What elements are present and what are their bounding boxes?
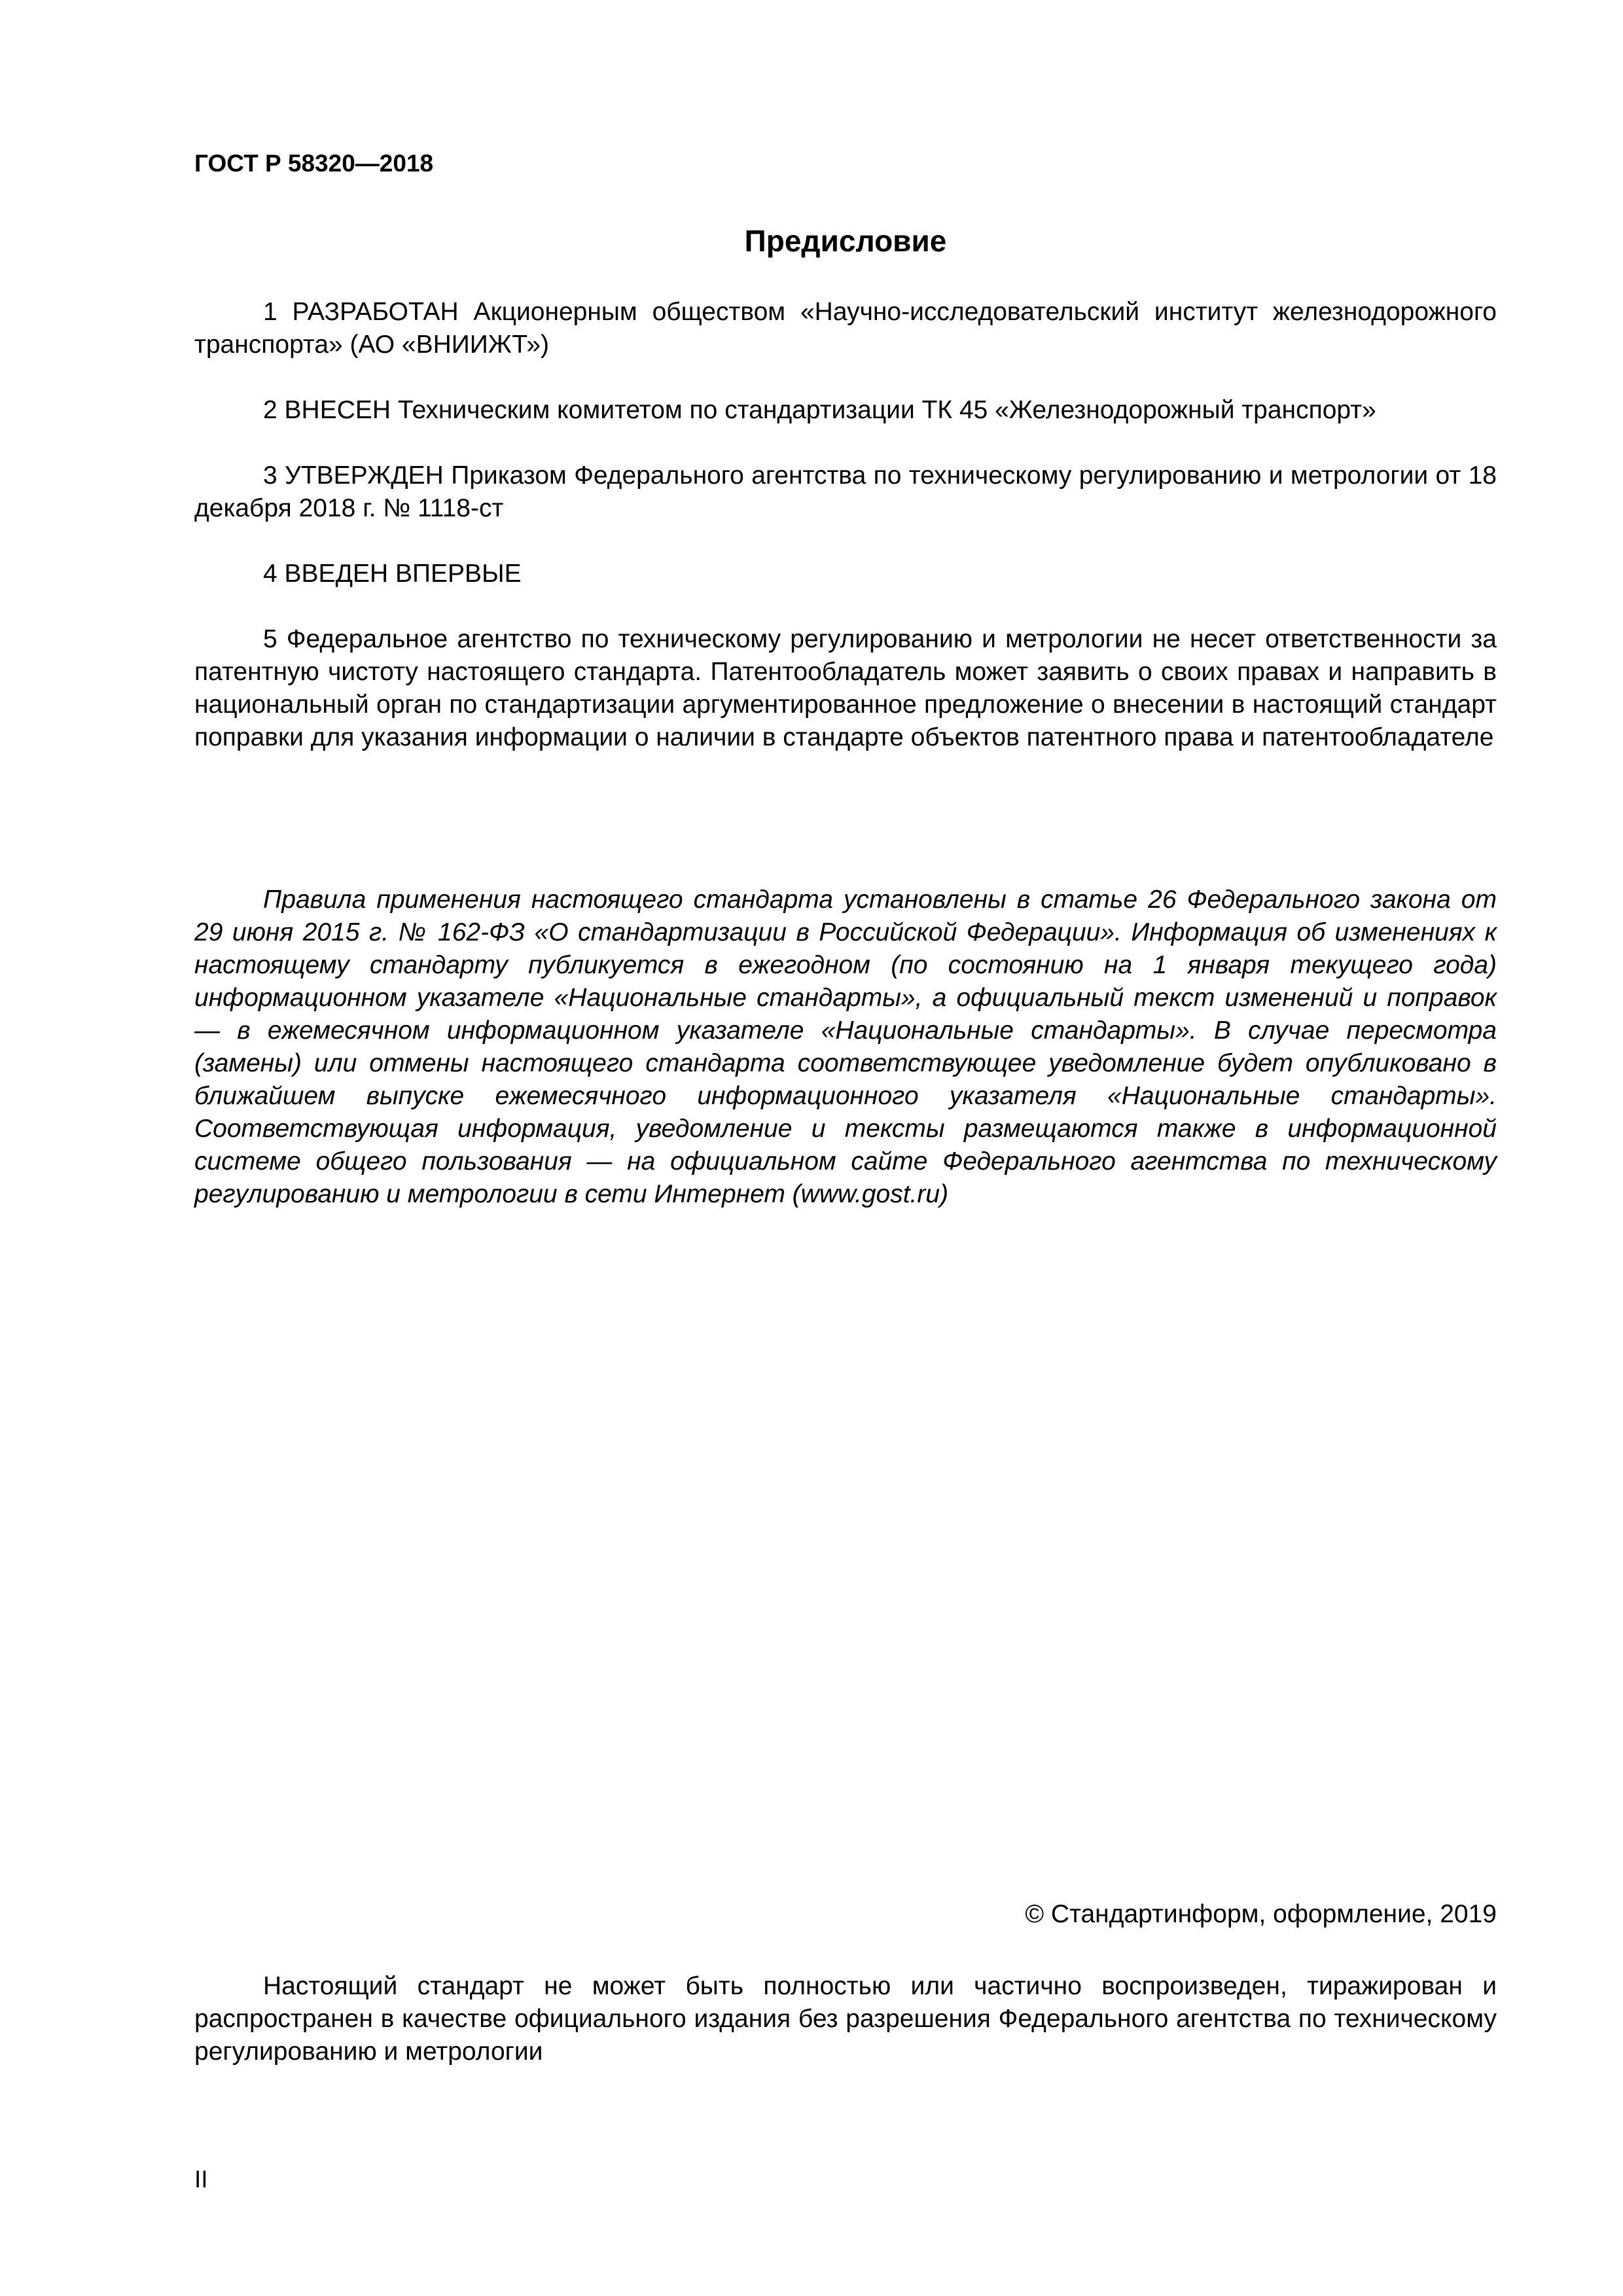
foreword-item-1: 1 РАЗРАБОТАН Акционерным обществом «Научно-исследовательский институт железнодорожного транспорта» (АО «ВНИИЖТ») xyxy=(194,298,1497,359)
copyright-line: © Стандартинформ, оформление, 2019 xyxy=(1025,1900,1497,1928)
foreword-item-5: 5 Федеральное агентство по техническому регулированию и метрологии не несет ответственности за патентную чистоту настоящего стандарта. Патентообладатель может заявить о своих правах и направить в национальный орган по стандартизации аргументированное предложение о внесении в настоящий стандарт поправки для указания информации о наличии в стандарте объектов патентного права и патентообладателе xyxy=(194,625,1497,751)
foreword-item-4: 4 ВВЕДЕН ВПЕРВЫЕ xyxy=(263,560,522,588)
foreword-item-2: 2 ВНЕСЕН Техническим комитетом по стандартизации ТК 45 «Железнодорожный транспорт» xyxy=(263,396,1376,424)
page-number: II xyxy=(194,2166,208,2193)
page-title: Предисловие xyxy=(744,224,947,258)
document-code-header: ГОСТ Р 58320—2018 xyxy=(194,150,434,177)
rules-notice: Правила применения настоящего стандарта установлены в статье 26 Федерального закона от 29 июня 2015 г. № 162-ФЗ «О стандартизации в Российской Федерации». Информация об изменениях к настоящему стандарту публикуется в ежегодном (по состоянию на 1 января текущего года) информационном указателе «Национальные стандарты», а официальный текст изменений и поправок — в ежемесячном информационном указателе «Национальные стандарты». В случае пересмотра (замены) или отмены настоящего стандарта соответствующее уведомление будет опубликовано в ближайшем выпуске ежемесячного информационного указателя «Национальные стандарты». Соответствующая информация, уведомление и тексты размещаются также в информационной системе общего пользования — на официальном сайте Федерального агентства по техническому регулированию и метрологии в сети Интернет (www.gost.ru) xyxy=(194,886,1497,1208)
foreword-item-3: 3 УТВЕРЖДЕН Приказом Федерального агентства по техническому регулированию и метрологии от 18 декабря 2018 г. № 1118-ст xyxy=(194,461,1497,522)
reproduction-notice: Настоящий стандарт не может быть полностью или частично воспроизведен, тиражирован и распространен в качестве официального издания без разрешения Федерального агентства по техническому регулированию и метрологии xyxy=(194,1972,1497,2066)
